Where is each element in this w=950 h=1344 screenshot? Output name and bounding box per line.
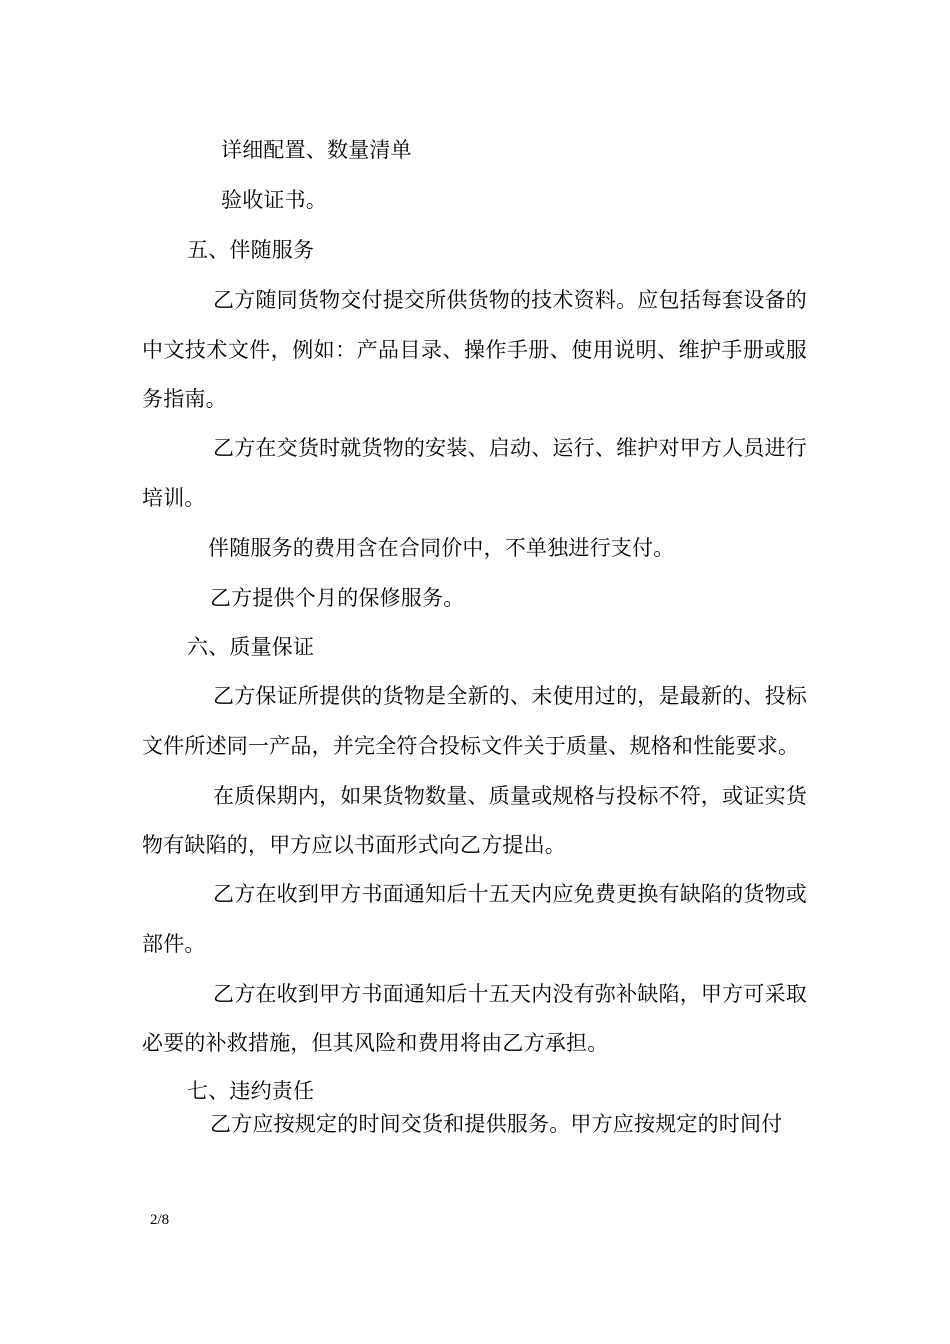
- paragraph-line: 文件所述同一产品，并完全符合投标文件关于质量、规格和性能要求。: [142, 734, 800, 758]
- paragraph-line: 部件。: [142, 932, 206, 956]
- paragraph-line: 培训。: [142, 486, 206, 510]
- paragraph-line: 务指南。: [142, 387, 227, 411]
- paragraph-line: 必要的补救措施，但其风险和费用将由乙方承担。: [142, 1031, 609, 1055]
- paragraph-line: 在质保期内，如果货物数量、质量或规格与投标不符，或证实货: [213, 784, 807, 808]
- paragraph-line: 乙方在收到甲方书面通知后十五天内应免费更换有缺陷的货物或: [213, 882, 807, 906]
- paragraph-line: 乙方在交货时就货物的安装、启动、运行、维护对甲方人员进行: [213, 436, 807, 460]
- paragraph-line: 乙方保证所提供的货物是全新的、未使用过的，是最新的、投标: [213, 684, 807, 708]
- paragraph-line: 伴随服务的费用含在合同价中，不单独进行支付。: [208, 536, 675, 560]
- page-number: 2/8: [150, 1212, 170, 1228]
- section-heading-service: 五、伴随服务: [187, 238, 315, 262]
- section-heading-quality: 六、质量保证: [187, 635, 315, 659]
- paragraph-line: 乙方随同货物交付提交所供货物的技术资料。应包括每套设备的: [213, 288, 807, 312]
- config-list-item: 详细配置、数量清单: [221, 138, 412, 162]
- paragraph-line: 物有缺陷的，甲方应以书面形式向乙方提出。: [142, 833, 566, 857]
- paragraph-line: 乙方应按规定的时间交货和提供服务。甲方应按规定的时间付: [210, 1112, 783, 1136]
- paragraph-line: 乙方提供个月的保修服务。: [210, 586, 465, 610]
- paragraph-line: 中文技术文件，例如：产品目录、操作手册、使用说明、维护手册或服: [142, 338, 807, 362]
- section-heading-liability: 七、违约责任: [187, 1079, 315, 1103]
- acceptance-certificate-item: 验收证书。: [221, 188, 327, 212]
- paragraph-line: 乙方在收到甲方书面通知后十五天内没有弥补缺陷，甲方可采取: [213, 982, 807, 1006]
